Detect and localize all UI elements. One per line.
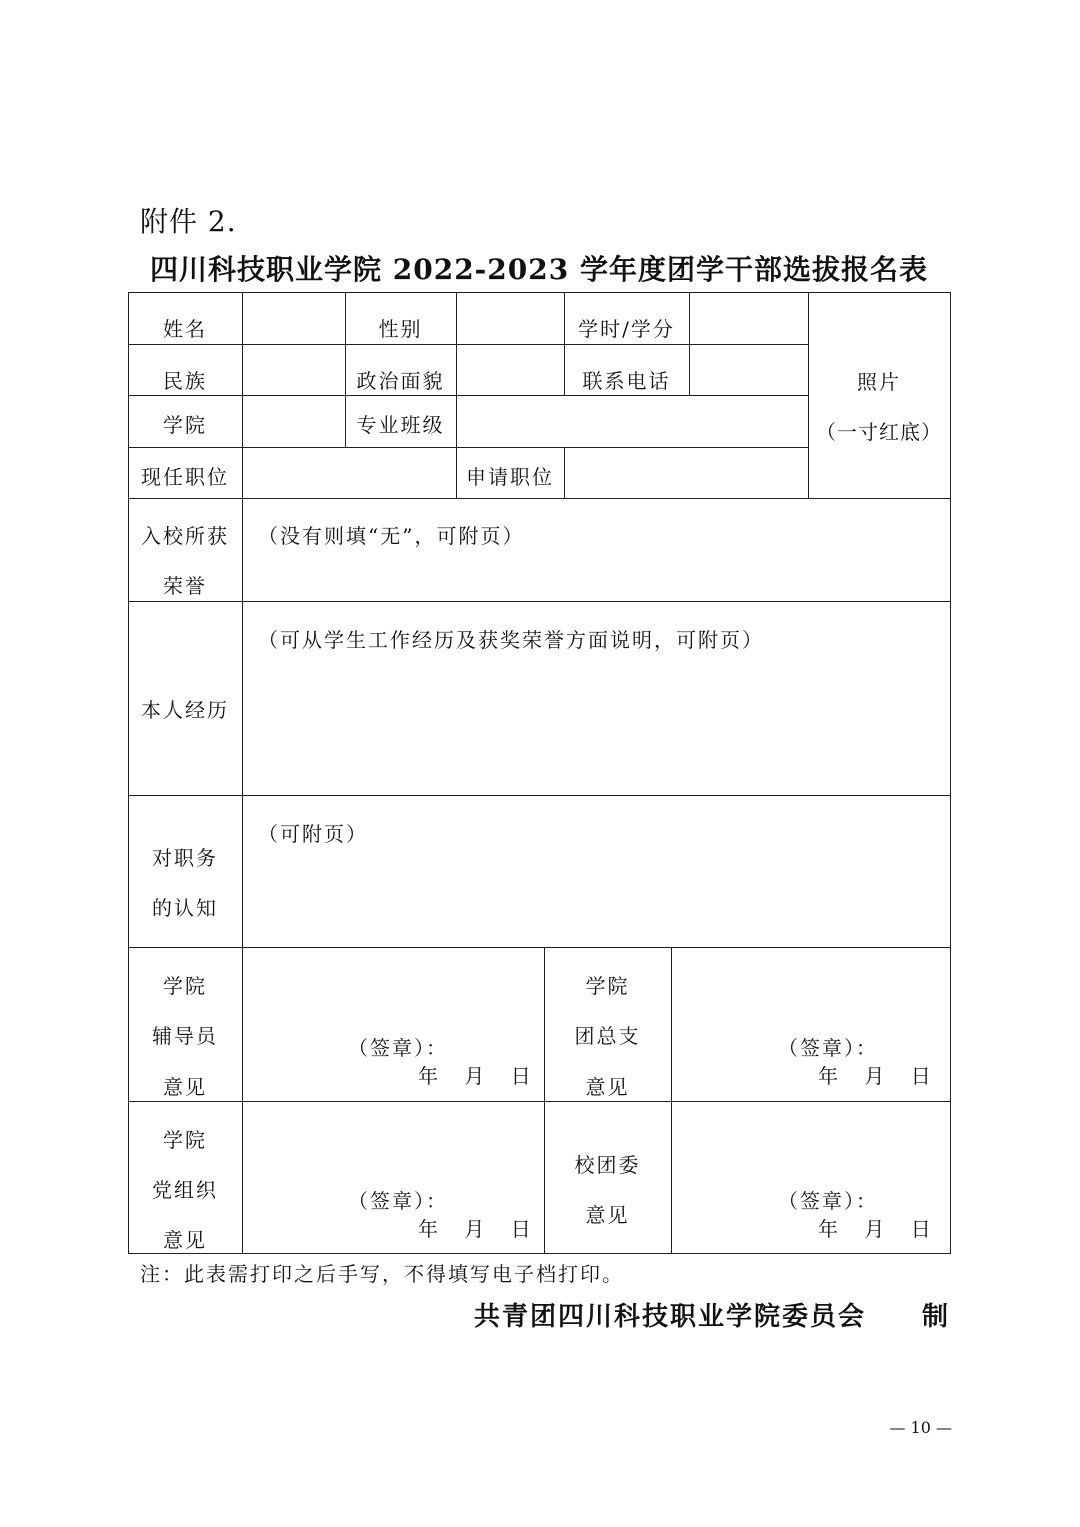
- page-number: — 10 —: [889, 1418, 952, 1437]
- party-signature: （签章）：: [348, 1189, 448, 1213]
- honors-hint: （没有则填“无”，可附页）: [258, 524, 525, 548]
- photo-label: 照片: [857, 370, 901, 394]
- label-name: 姓名: [163, 317, 207, 341]
- label-school-line1: 校团委: [574, 1153, 641, 1177]
- label-counselor-line1: 学院: [163, 974, 207, 998]
- label-cognition-line1: 对职务: [152, 846, 218, 870]
- school-date: 年 月 日: [818, 1217, 931, 1241]
- label-major-class: 专业班级: [356, 413, 445, 437]
- label-ethnicity: 民族: [163, 369, 207, 393]
- label-gender: 性别: [378, 317, 423, 341]
- experience-hint: （可从学生工作经历及获奖荣誉方面说明，可附页）: [258, 628, 764, 652]
- school-signature: （签章）：: [778, 1189, 878, 1213]
- label-party-line3: 意见: [163, 1228, 207, 1252]
- counselor-signature: （签章）：: [348, 1036, 448, 1060]
- label-school-line2: 意见: [585, 1203, 630, 1227]
- label-counselor-line2: 辅导员: [152, 1024, 218, 1048]
- label-political-status: 政治面貌: [356, 369, 445, 393]
- league-signature: （签章）：: [778, 1036, 878, 1060]
- label-experience: 本人经历: [141, 698, 229, 722]
- cognition-hint: （可附页）: [258, 822, 368, 846]
- label-league-line1: 学院: [585, 974, 630, 998]
- label-current-position: 现任职位: [141, 465, 229, 489]
- label-phone: 联系电话: [582, 369, 671, 393]
- party-date: 年 月 日: [418, 1217, 531, 1241]
- label-cognition-line2: 的认知: [152, 896, 218, 920]
- label-party-line1: 学院: [163, 1128, 207, 1152]
- counselor-date: 年 月 日: [418, 1064, 531, 1088]
- label-honors-line2: 荣誉: [163, 574, 207, 598]
- photo-note: （一寸红底）: [816, 420, 942, 444]
- label-college: 学院: [163, 413, 207, 437]
- label-league-line2: 团总支: [574, 1024, 641, 1048]
- label-party-line2: 党组织: [152, 1178, 218, 1202]
- label-apply-position: 申请职位: [466, 465, 554, 489]
- issuer: 共青团四川科技职业学院委员会 制: [473, 1302, 950, 1332]
- footnote: 注：此表需打印之后手写，不得填写电子档打印。: [140, 1262, 624, 1286]
- label-counselor-line3: 意见: [163, 1075, 207, 1099]
- attachment-label: 附件 2.: [140, 205, 237, 238]
- label-honors-line1: 入校所获: [141, 524, 229, 548]
- label-league-line3: 意见: [585, 1075, 630, 1099]
- label-credit: 学时/学分: [578, 317, 675, 341]
- league-date: 年 月 日: [818, 1064, 931, 1088]
- form-title: 四川科技职业学院 2022-2023 学年度团学干部选拔报名表: [150, 253, 928, 286]
